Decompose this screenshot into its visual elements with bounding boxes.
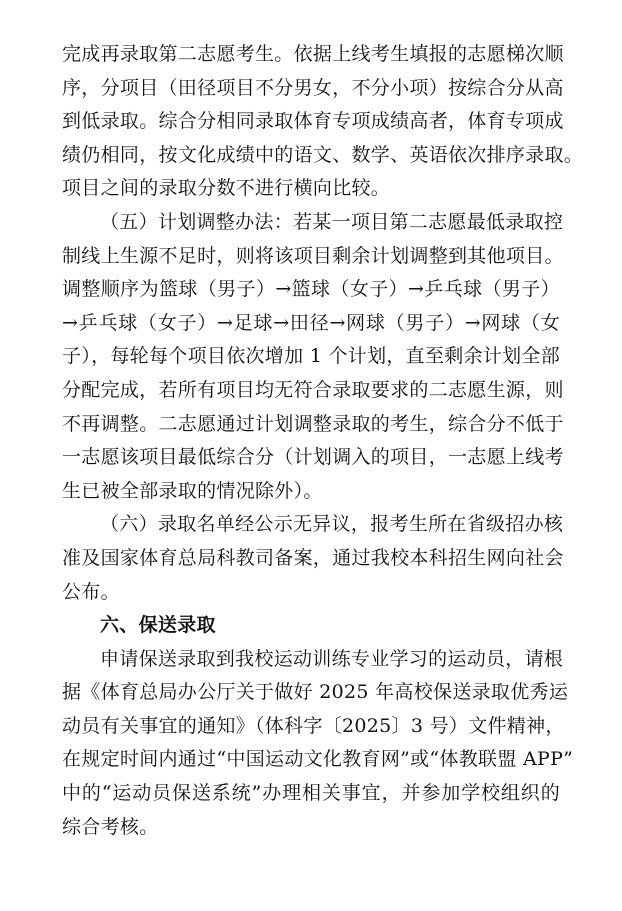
text-line: 分配完成，若所有项目均无符合录取要求的二志愿生源，则: [62, 378, 564, 401]
text-line: 项目之间的录取分数不进行横向比较。: [62, 177, 391, 200]
paragraph-publicity: [62, 508, 564, 609]
text-line: 中的“运动员保送系统”办理相关事宜，并参加学校组织的: [62, 782, 560, 805]
text-line: 到低录取。综合分相同录取体育专项成绩高者，体育专项成: [62, 110, 564, 133]
text-line: 绩仍相同，按文化成绩中的语文、数学、英语依次排序录取。: [62, 143, 584, 166]
text-line: →乒乓球（女子）→足球→田径→网球（男子）→网球（女: [62, 311, 560, 334]
text-line: 一志愿该项目最低综合分（计划调入的项目，一志愿上线考: [62, 446, 564, 469]
text-line: 据《体育总局办公厅关于做好 2025 年高校保送录取优秀运: [62, 681, 569, 704]
text-line: 完成再录取第二志愿考生。依据上线考生填报的志愿梯次顺: [62, 43, 564, 65]
text-line: 动员有关事宜的通知》（体科字〔2025〕3 号）文件精神，: [62, 714, 565, 737]
text-line: （五）计划调整办法：若某一项目第二志愿最低录取控: [100, 210, 564, 233]
text-line: 准及国家体育总局科教司备案，通过我校本科招生网向社会: [62, 546, 564, 569]
section-heading: 六、保送录取: [100, 614, 216, 637]
text-line: 序，分项目（田径项目不分男女，不分小项）按综合分从高: [62, 76, 564, 99]
text-line: 在规定时间内通过“中国运动文化教育网”或“体教联盟 APP”: [62, 748, 574, 771]
text-line: 综合考核。: [62, 815, 159, 838]
text-line: 制线上生源不足时，则将该项目剩余计划调整到其他项目。: [62, 244, 564, 267]
text-line: 子），每轮每个项目依次增加 1 个计划，直至剩余计划全部: [62, 345, 561, 368]
document-page: [62, 38, 584, 844]
text-line: 调整顺序为篮球（男子）→篮球（女子）→乒乓球（男子）: [62, 278, 560, 301]
text-line: 申请保送录取到我校运动训练专业学习的运动员，请根: [100, 647, 564, 670]
text-line: 公布。: [62, 580, 120, 603]
text-line: 生已被全部录取的情况除外）。: [62, 479, 323, 502]
text-line: （六）录取名单经公示无异议，报考生所在省级招办核: [100, 513, 564, 536]
text-line: 不再调整。二志愿通过计划调整录取的考生，综合分不低于: [62, 412, 564, 435]
paragraph-recommendation: [62, 643, 574, 845]
paragraph-plan-adjustment: [62, 206, 564, 508]
paragraph-admission-order: [62, 38, 584, 206]
